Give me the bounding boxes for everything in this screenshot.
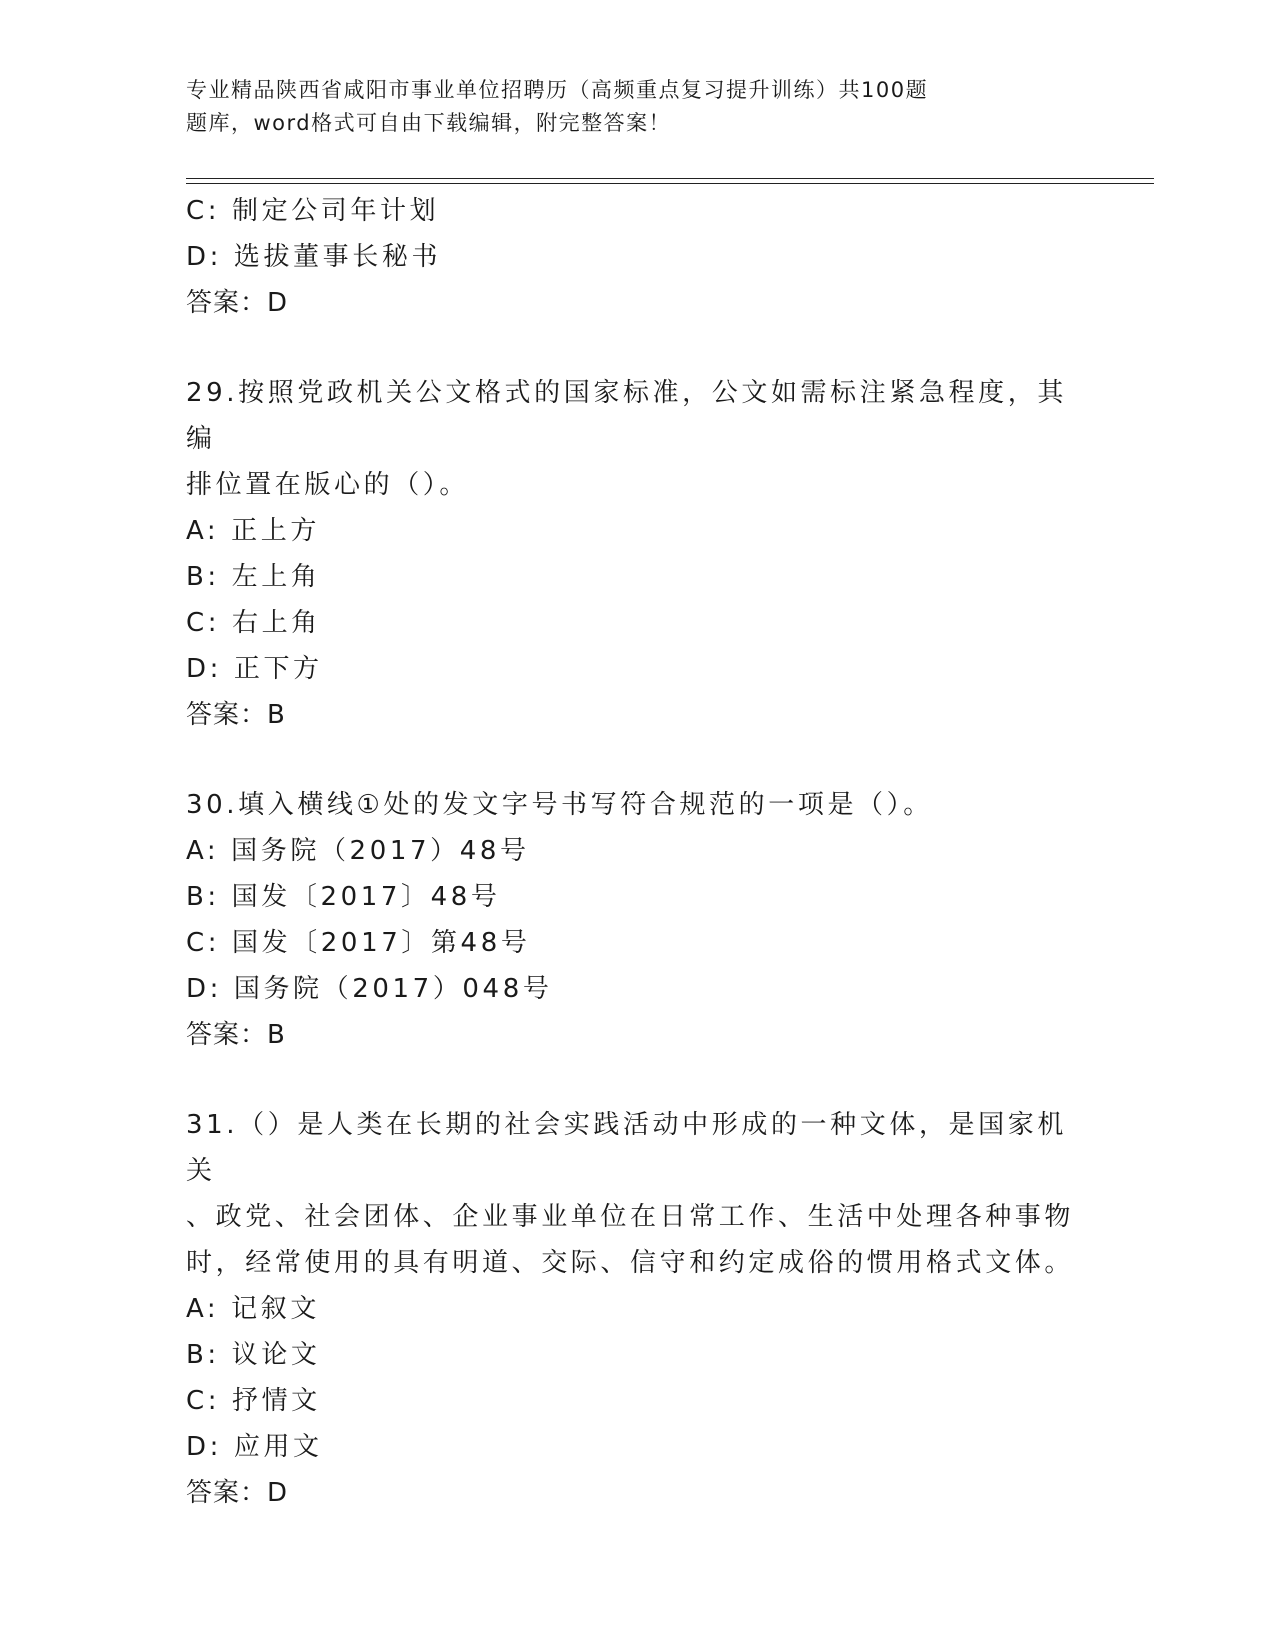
question-spacer <box>186 738 1086 782</box>
option-b: B: 国发〔2017〕48号 <box>186 882 501 912</box>
option-d: D: 选拔董事长秘书 <box>186 242 442 272</box>
question-text-line: 、政党、社会团体、企业事业单位在日常工作、生活中处理各种事物 <box>186 1202 1075 1232</box>
question-text <box>186 1102 1086 1286</box>
document-body <box>186 188 1086 1516</box>
answer-line: 答案：D <box>186 288 289 318</box>
question-text-line: 排位置在版心的（）。 <box>186 470 470 500</box>
document-header <box>186 74 1006 140</box>
answer-line: 答案：D <box>186 1478 289 1508</box>
question-spacer <box>186 1058 1086 1102</box>
header-line-1: 专业精品陕西省咸阳市事业单位招聘历（高频重点复习提升训练）共100题 <box>186 78 929 102</box>
option-c: C: 抒情文 <box>186 1386 321 1416</box>
option-b: B: 左上角 <box>186 562 321 592</box>
question-text-line: 时，经常使用的具有明道、交际、信守和约定成俗的惯用格式文体。 <box>186 1248 1075 1278</box>
option-a: A: 记叙文 <box>186 1294 320 1324</box>
option-c: C: 国发〔2017〕第48号 <box>186 928 531 958</box>
question-text <box>186 782 1086 828</box>
question-spacer <box>186 326 1086 370</box>
answer-line: 答案：B <box>186 1020 286 1050</box>
option-d: D: 应用文 <box>186 1432 323 1462</box>
question-text-line: 29.按照党政机关公文格式的国家标准，公文如需标注紧急程度，其编 <box>186 378 1067 454</box>
option-c: C: 制定公司年计划 <box>186 196 440 226</box>
question-text <box>186 370 1086 508</box>
option-c: C: 右上角 <box>186 608 321 638</box>
header-line-2: 题库，word格式可自由下载编辑，附完整答案！ <box>186 111 672 135</box>
option-b: B: 议论文 <box>186 1340 321 1370</box>
question-block-30 <box>186 782 1086 1058</box>
question-block-28 <box>186 188 1086 326</box>
option-d: D: 正下方 <box>186 654 323 684</box>
header-divider-bottom <box>186 183 1154 184</box>
question-block-31 <box>186 1102 1086 1516</box>
question-block-29 <box>186 370 1086 738</box>
question-text-line: 30.填入横线①处的发文字号书写符合规范的一项是（）。 <box>186 790 933 820</box>
header-divider-top <box>186 178 1154 179</box>
answer-line: 答案：B <box>186 700 286 730</box>
option-a: A: 国务院（2017）48号 <box>186 836 530 866</box>
question-text-line: 31.（）是人类在长期的社会实践活动中形成的一种文体，是国家机关 <box>186 1110 1067 1186</box>
option-a: A: 正上方 <box>186 516 320 546</box>
option-d: D: 国务院（2017）048号 <box>186 974 553 1004</box>
